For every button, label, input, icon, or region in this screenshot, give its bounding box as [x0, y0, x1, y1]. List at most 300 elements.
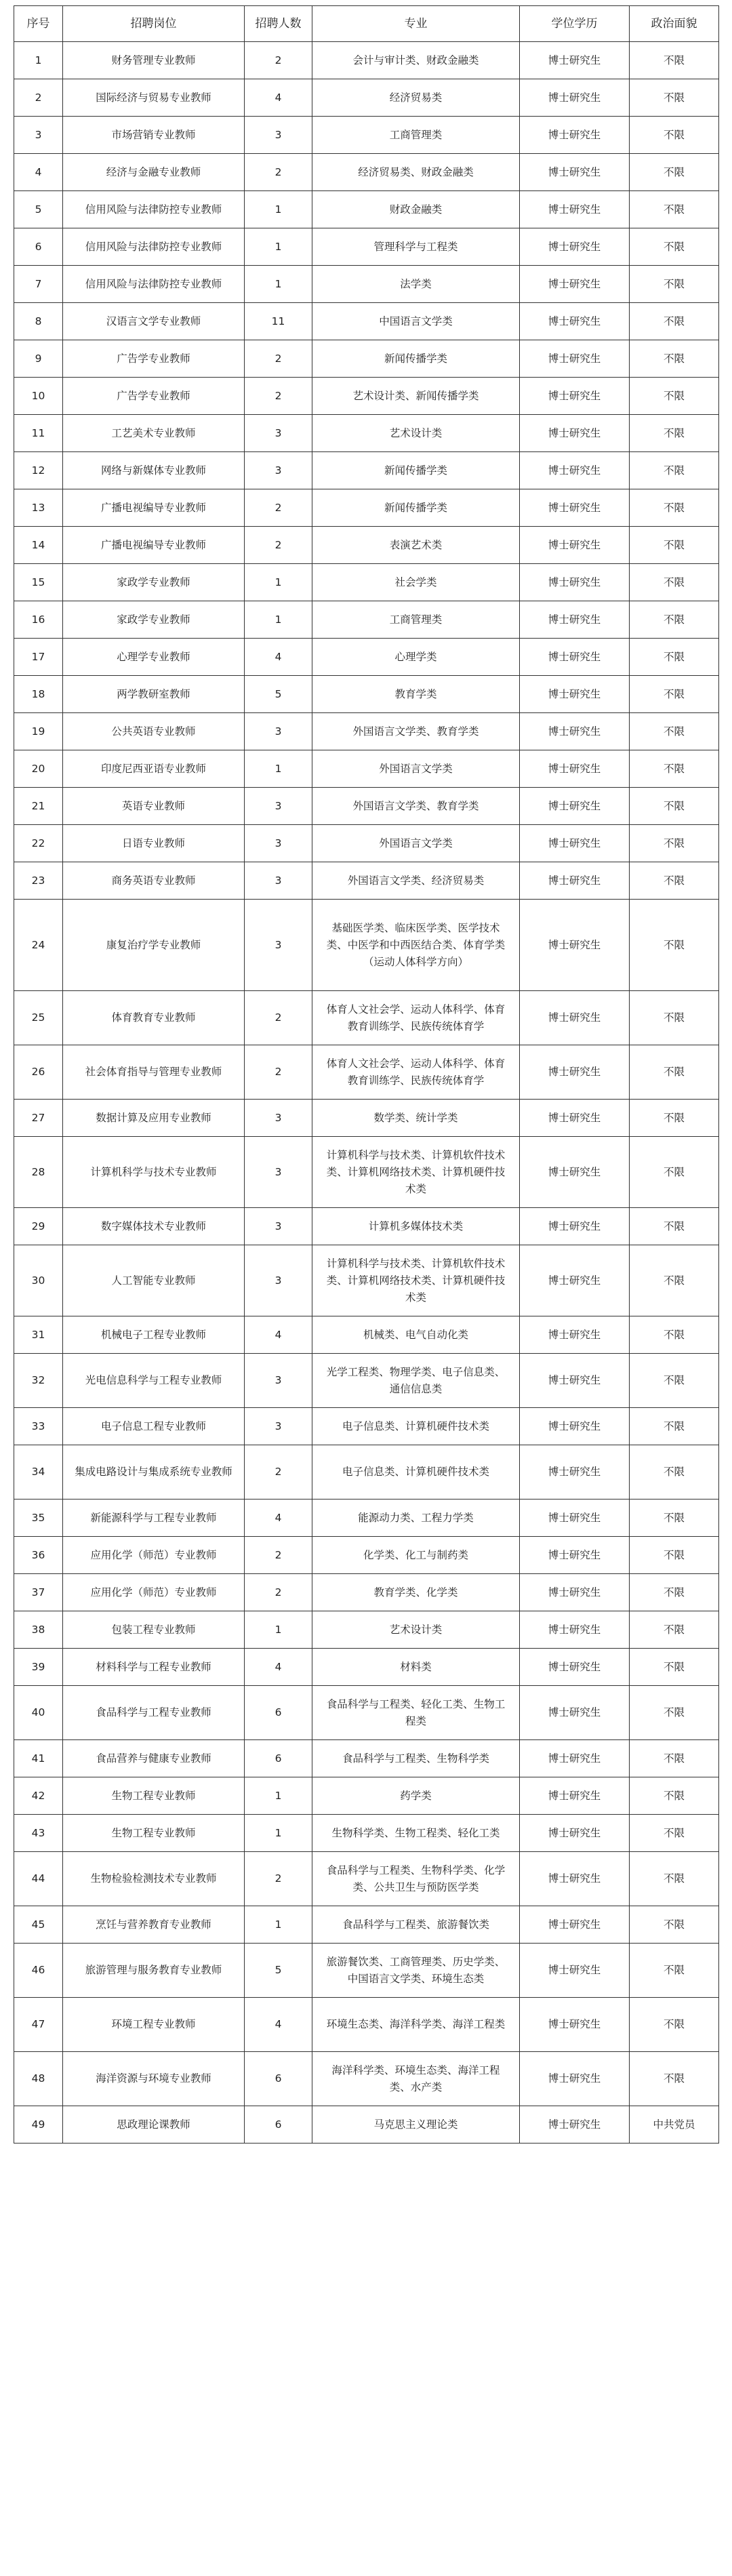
cell-degree: 博士研究生 [520, 862, 630, 900]
cell-no: 4 [14, 154, 63, 191]
cell-post: 数字媒体技术专业教师 [63, 1208, 245, 1245]
cell-count: 2 [245, 154, 312, 191]
header-post: 招聘岗位 [63, 6, 245, 42]
cell-politics: 不限 [630, 676, 719, 713]
cell-no: 44 [14, 1852, 63, 1906]
cell-no: 45 [14, 1906, 63, 1944]
cell-no: 1 [14, 42, 63, 79]
cell-no: 33 [14, 1408, 63, 1445]
cell-count: 5 [245, 1944, 312, 1998]
cell-no: 10 [14, 378, 63, 415]
cell-count: 1 [245, 228, 312, 266]
cell-major: 生物科学类、生物工程类、轻化工类 [312, 1815, 520, 1852]
table-row [14, 713, 719, 750]
cell-no: 29 [14, 1208, 63, 1245]
cell-post: 英语专业教师 [63, 788, 245, 825]
cell-major: 食品科学与工程类、旅游餐饮类 [312, 1906, 520, 1944]
cell-no: 39 [14, 1649, 63, 1686]
cell-politics: 不限 [630, 1740, 719, 1777]
table-row [14, 1906, 719, 1944]
header-count: 招聘人数 [245, 6, 312, 42]
cell-no: 24 [14, 900, 63, 991]
cell-major: 数学类、统计学类 [312, 1100, 520, 1137]
cell-politics: 不限 [630, 1777, 719, 1815]
cell-count: 2 [245, 991, 312, 1045]
cell-post: 经济与金融专业教师 [63, 154, 245, 191]
table-row [14, 1208, 719, 1245]
cell-no: 12 [14, 452, 63, 489]
table-row [14, 2106, 719, 2144]
cell-post: 旅游管理与服务教育专业教师 [63, 1944, 245, 1998]
cell-major: 药学类 [312, 1777, 520, 1815]
cell-count: 2 [245, 1852, 312, 1906]
cell-count: 3 [245, 117, 312, 154]
table-row [14, 1045, 719, 1100]
cell-major: 表演艺术类 [312, 527, 520, 564]
table-row [14, 489, 719, 527]
cell-degree: 博士研究生 [520, 1815, 630, 1852]
cell-politics: 不限 [630, 489, 719, 527]
cell-count: 3 [245, 900, 312, 991]
cell-count: 2 [245, 1537, 312, 1574]
cell-politics: 不限 [630, 1045, 719, 1100]
cell-degree: 博士研究生 [520, 601, 630, 639]
cell-degree: 博士研究生 [520, 117, 630, 154]
table-row [14, 639, 719, 676]
cell-count: 4 [245, 1998, 312, 2052]
table-row [14, 1686, 719, 1740]
cell-degree: 博士研究生 [520, 900, 630, 991]
cell-politics: 不限 [630, 415, 719, 452]
cell-post: 生物工程专业教师 [63, 1815, 245, 1852]
cell-degree: 博士研究生 [520, 1245, 630, 1316]
cell-count: 3 [245, 1354, 312, 1408]
cell-no: 7 [14, 266, 63, 303]
cell-major: 食品科学与工程类、轻化工类、生物工程类 [312, 1686, 520, 1740]
table-row [14, 1574, 719, 1611]
cell-post: 印度尼西亚语专业教师 [63, 750, 245, 788]
table-row [14, 2052, 719, 2106]
cell-count: 6 [245, 2052, 312, 2106]
cell-count: 1 [245, 1777, 312, 1815]
cell-major: 电子信息类、计算机硬件技术类 [312, 1408, 520, 1445]
table-row [14, 1944, 719, 1998]
cell-degree: 博士研究生 [520, 2106, 630, 2144]
cell-no: 26 [14, 1045, 63, 1100]
cell-count: 4 [245, 79, 312, 117]
cell-no: 17 [14, 639, 63, 676]
cell-count: 2 [245, 1045, 312, 1100]
cell-major: 材料类 [312, 1649, 520, 1686]
cell-post: 国际经济与贸易专业教师 [63, 79, 245, 117]
cell-politics: 不限 [630, 1100, 719, 1137]
cell-politics: 不限 [630, 713, 719, 750]
cell-count: 3 [245, 1408, 312, 1445]
cell-major: 工商管理类 [312, 117, 520, 154]
table-row [14, 991, 719, 1045]
cell-degree: 博士研究生 [520, 1906, 630, 1944]
cell-major: 海洋科学类、环境生态类、海洋工程类、水产类 [312, 2052, 520, 2106]
cell-post: 两学教研室教师 [63, 676, 245, 713]
cell-politics: 不限 [630, 825, 719, 862]
cell-post: 信用风险与法律防控专业教师 [63, 266, 245, 303]
cell-no: 25 [14, 991, 63, 1045]
cell-count: 2 [245, 489, 312, 527]
cell-politics: 不限 [630, 862, 719, 900]
recruitment-table-container [14, 5, 718, 2144]
cell-degree: 博士研究生 [520, 1045, 630, 1100]
cell-count: 4 [245, 1316, 312, 1354]
cell-politics: 不限 [630, 117, 719, 154]
cell-post: 广播电视编导专业教师 [63, 489, 245, 527]
table-row [14, 1611, 719, 1649]
cell-major: 新闻传播学类 [312, 340, 520, 378]
cell-count: 3 [245, 1245, 312, 1316]
cell-degree: 博士研究生 [520, 378, 630, 415]
cell-politics: 不限 [630, 1852, 719, 1906]
table-row [14, 452, 719, 489]
table-header-row [14, 6, 719, 42]
header-politics: 政治面貌 [630, 6, 719, 42]
cell-degree: 博士研究生 [520, 1611, 630, 1649]
table-row [14, 1649, 719, 1686]
cell-post: 市场营销专业教师 [63, 117, 245, 154]
cell-post: 食品营养与健康专业教师 [63, 1740, 245, 1777]
cell-post: 信用风险与法律防控专业教师 [63, 191, 245, 228]
cell-post: 广播电视编导专业教师 [63, 527, 245, 564]
cell-post: 网络与新媒体专业教师 [63, 452, 245, 489]
cell-post: 包装工程专业教师 [63, 1611, 245, 1649]
cell-no: 18 [14, 676, 63, 713]
cell-degree: 博士研究生 [520, 154, 630, 191]
cell-degree: 博士研究生 [520, 452, 630, 489]
cell-degree: 博士研究生 [520, 527, 630, 564]
cell-count: 1 [245, 564, 312, 601]
cell-count: 4 [245, 1649, 312, 1686]
cell-major: 教育学类、化学类 [312, 1574, 520, 1611]
table-row [14, 862, 719, 900]
table-row [14, 750, 719, 788]
cell-major: 新闻传播学类 [312, 452, 520, 489]
table-row [14, 1777, 719, 1815]
cell-major: 外国语言文学类、教育学类 [312, 788, 520, 825]
cell-no: 13 [14, 489, 63, 527]
cell-count: 6 [245, 1740, 312, 1777]
cell-major: 艺术设计类、新闻传播学类 [312, 378, 520, 415]
cell-degree: 博士研究生 [520, 1852, 630, 1906]
cell-count: 6 [245, 2106, 312, 2144]
cell-politics: 不限 [630, 452, 719, 489]
table-row [14, 676, 719, 713]
table-row [14, 564, 719, 601]
cell-degree: 博士研究生 [520, 1137, 630, 1208]
cell-major: 食品科学与工程类、生物科学类 [312, 1740, 520, 1777]
cell-degree: 博士研究生 [520, 1537, 630, 1574]
cell-count: 3 [245, 713, 312, 750]
cell-degree: 博士研究生 [520, 1574, 630, 1611]
cell-major: 经济贸易类、财政金融类 [312, 154, 520, 191]
cell-post: 家政学专业教师 [63, 601, 245, 639]
table-row [14, 1137, 719, 1208]
cell-post: 计算机科学与技术专业教师 [63, 1137, 245, 1208]
cell-politics: 中共党员 [630, 2106, 719, 2144]
cell-no: 40 [14, 1686, 63, 1740]
cell-politics: 不限 [630, 1137, 719, 1208]
cell-politics: 不限 [630, 788, 719, 825]
cell-post: 日语专业教师 [63, 825, 245, 862]
cell-major: 外国语言文学类 [312, 825, 520, 862]
cell-major: 计算机多媒体技术类 [312, 1208, 520, 1245]
table-row [14, 266, 719, 303]
table-row [14, 1815, 719, 1852]
cell-politics: 不限 [630, 1208, 719, 1245]
table-body [14, 42, 719, 2144]
table-row [14, 1740, 719, 1777]
cell-count: 3 [245, 825, 312, 862]
cell-major: 光学工程类、物理学类、电子信息类、通信信息类 [312, 1354, 520, 1408]
cell-no: 31 [14, 1316, 63, 1354]
cell-post: 商务英语专业教师 [63, 862, 245, 900]
cell-post: 社会体育指导与管理专业教师 [63, 1045, 245, 1100]
cell-degree: 博士研究生 [520, 2052, 630, 2106]
cell-no: 16 [14, 601, 63, 639]
cell-politics: 不限 [630, 340, 719, 378]
cell-post: 新能源科学与工程专业教师 [63, 1500, 245, 1537]
cell-degree: 博士研究生 [520, 1408, 630, 1445]
cell-no: 42 [14, 1777, 63, 1815]
cell-count: 3 [245, 862, 312, 900]
header-degree: 学位学历 [520, 6, 630, 42]
cell-no: 36 [14, 1537, 63, 1574]
cell-politics: 不限 [630, 1649, 719, 1686]
cell-no: 49 [14, 2106, 63, 2144]
cell-no: 11 [14, 415, 63, 452]
cell-politics: 不限 [630, 1906, 719, 1944]
cell-major: 中国语言文学类 [312, 303, 520, 340]
cell-degree: 博士研究生 [520, 228, 630, 266]
cell-major: 基础医学类、临床医学类、医学技术类、中医学和中西医结合类、体育学类（运动人体科学方向） [312, 900, 520, 991]
table-row [14, 303, 719, 340]
cell-major: 能源动力类、工程力学类 [312, 1500, 520, 1537]
cell-politics: 不限 [630, 1815, 719, 1852]
cell-degree: 博士研究生 [520, 676, 630, 713]
cell-major: 体育人文社会学、运动人体科学、体育教育训练学、民族传统体育学 [312, 991, 520, 1045]
cell-post: 信用风险与法律防控专业教师 [63, 228, 245, 266]
cell-count: 3 [245, 788, 312, 825]
cell-degree: 博士研究生 [520, 750, 630, 788]
cell-politics: 不限 [630, 266, 719, 303]
cell-degree: 博士研究生 [520, 1944, 630, 1998]
cell-post: 集成电路设计与集成系统专业教师 [63, 1445, 245, 1500]
cell-count: 3 [245, 452, 312, 489]
cell-count: 1 [245, 601, 312, 639]
cell-post: 环境工程专业教师 [63, 1998, 245, 2052]
cell-count: 2 [245, 1574, 312, 1611]
cell-degree: 博士研究生 [520, 788, 630, 825]
table-row [14, 1537, 719, 1574]
cell-degree: 博士研究生 [520, 825, 630, 862]
cell-count: 1 [245, 750, 312, 788]
cell-politics: 不限 [630, 564, 719, 601]
cell-politics: 不限 [630, 1574, 719, 1611]
header-major: 专业 [312, 6, 520, 42]
cell-post: 应用化学（师范）专业教师 [63, 1574, 245, 1611]
table-row [14, 154, 719, 191]
table-row [14, 1445, 719, 1500]
cell-no: 28 [14, 1137, 63, 1208]
cell-degree: 博士研究生 [520, 1354, 630, 1408]
cell-degree: 博士研究生 [520, 266, 630, 303]
cell-politics: 不限 [630, 1944, 719, 1998]
cell-count: 3 [245, 1137, 312, 1208]
cell-count: 4 [245, 1500, 312, 1537]
cell-major: 社会学类 [312, 564, 520, 601]
table-row [14, 1316, 719, 1354]
cell-major: 化学类、化工与制药类 [312, 1537, 520, 1574]
cell-no: 9 [14, 340, 63, 378]
cell-major: 马克思主义理论类 [312, 2106, 520, 2144]
cell-count: 2 [245, 1445, 312, 1500]
cell-politics: 不限 [630, 1316, 719, 1354]
cell-politics: 不限 [630, 42, 719, 79]
table-row [14, 340, 719, 378]
table-row [14, 378, 719, 415]
recruitment-table [14, 5, 719, 2144]
cell-major: 艺术设计类 [312, 1611, 520, 1649]
cell-no: 3 [14, 117, 63, 154]
cell-major: 管理科学与工程类 [312, 228, 520, 266]
cell-no: 15 [14, 564, 63, 601]
cell-politics: 不限 [630, 79, 719, 117]
cell-major: 计算机科学与技术类、计算机软件技术类、计算机网络技术类、计算机硬件技术类 [312, 1245, 520, 1316]
cell-politics: 不限 [630, 1445, 719, 1500]
cell-no: 35 [14, 1500, 63, 1537]
cell-degree: 博士研究生 [520, 340, 630, 378]
cell-degree: 博士研究生 [520, 415, 630, 452]
cell-major: 电子信息类、计算机硬件技术类 [312, 1445, 520, 1500]
cell-major: 体育人文社会学、运动人体科学、体育教育训练学、民族传统体育学 [312, 1045, 520, 1100]
cell-count: 6 [245, 1686, 312, 1740]
cell-post: 汉语言文学专业教师 [63, 303, 245, 340]
table-row [14, 117, 719, 154]
cell-count: 1 [245, 191, 312, 228]
cell-degree: 博士研究生 [520, 713, 630, 750]
cell-post: 思政理论课教师 [63, 2106, 245, 2144]
cell-major: 外国语言文学类、教育学类 [312, 713, 520, 750]
header-no: 序号 [14, 6, 63, 42]
cell-count: 2 [245, 378, 312, 415]
cell-count: 1 [245, 1611, 312, 1649]
cell-no: 2 [14, 79, 63, 117]
cell-count: 5 [245, 676, 312, 713]
cell-politics: 不限 [630, 639, 719, 676]
cell-degree: 博士研究生 [520, 564, 630, 601]
table-row [14, 79, 719, 117]
cell-degree: 博士研究生 [520, 1316, 630, 1354]
table-row [14, 191, 719, 228]
cell-politics: 不限 [630, 378, 719, 415]
cell-post: 公共英语专业教师 [63, 713, 245, 750]
cell-post: 财务管理专业教师 [63, 42, 245, 79]
cell-no: 30 [14, 1245, 63, 1316]
cell-post: 生物检验检测技术专业教师 [63, 1852, 245, 1906]
table-row [14, 1998, 719, 2052]
table-row [14, 1852, 719, 1906]
cell-no: 8 [14, 303, 63, 340]
table-row [14, 1408, 719, 1445]
cell-no: 34 [14, 1445, 63, 1500]
cell-major: 法学类 [312, 266, 520, 303]
table-row [14, 527, 719, 564]
cell-post: 人工智能专业教师 [63, 1245, 245, 1316]
table-row [14, 825, 719, 862]
cell-post: 机械电子工程专业教师 [63, 1316, 245, 1354]
cell-post: 烹饪与营养教育专业教师 [63, 1906, 245, 1944]
cell-major: 机械类、电气自动化类 [312, 1316, 520, 1354]
table-row [14, 228, 719, 266]
cell-major: 计算机科学与技术类、计算机软件技术类、计算机网络技术类、计算机硬件技术类 [312, 1137, 520, 1208]
cell-count: 3 [245, 1208, 312, 1245]
cell-major: 工商管理类 [312, 601, 520, 639]
cell-post: 心理学专业教师 [63, 639, 245, 676]
cell-count: 3 [245, 1100, 312, 1137]
cell-major: 教育学类 [312, 676, 520, 713]
cell-major: 心理学类 [312, 639, 520, 676]
cell-no: 43 [14, 1815, 63, 1852]
cell-major: 外国语言文学类 [312, 750, 520, 788]
cell-politics: 不限 [630, 527, 719, 564]
table-row [14, 415, 719, 452]
cell-post: 材料科学与工程专业教师 [63, 1649, 245, 1686]
cell-post: 广告学专业教师 [63, 378, 245, 415]
cell-post: 光电信息科学与工程专业教师 [63, 1354, 245, 1408]
cell-no: 37 [14, 1574, 63, 1611]
cell-no: 32 [14, 1354, 63, 1408]
cell-major: 新闻传播学类 [312, 489, 520, 527]
cell-politics: 不限 [630, 1245, 719, 1316]
table-row [14, 1500, 719, 1537]
cell-count: 2 [245, 42, 312, 79]
cell-politics: 不限 [630, 1408, 719, 1445]
cell-politics: 不限 [630, 303, 719, 340]
cell-degree: 博士研究生 [520, 191, 630, 228]
cell-no: 22 [14, 825, 63, 862]
cell-no: 27 [14, 1100, 63, 1137]
cell-count: 2 [245, 527, 312, 564]
cell-politics: 不限 [630, 1500, 719, 1537]
cell-politics: 不限 [630, 1354, 719, 1408]
cell-degree: 博士研究生 [520, 42, 630, 79]
cell-no: 14 [14, 527, 63, 564]
cell-no: 41 [14, 1740, 63, 1777]
cell-degree: 博士研究生 [520, 1777, 630, 1815]
table-row [14, 601, 719, 639]
cell-degree: 博士研究生 [520, 1686, 630, 1740]
cell-degree: 博士研究生 [520, 991, 630, 1045]
cell-major: 食品科学与工程类、生物科学类、化学类、公共卫生与预防医学类 [312, 1852, 520, 1906]
table-row [14, 1354, 719, 1408]
cell-degree: 博士研究生 [520, 1740, 630, 1777]
cell-politics: 不限 [630, 191, 719, 228]
cell-post: 广告学专业教师 [63, 340, 245, 378]
cell-politics: 不限 [630, 154, 719, 191]
cell-major: 环境生态类、海洋科学类、海洋工程类 [312, 1998, 520, 2052]
cell-no: 19 [14, 713, 63, 750]
cell-post: 食品科学与工程专业教师 [63, 1686, 245, 1740]
table-row [14, 900, 719, 991]
cell-politics: 不限 [630, 1686, 719, 1740]
table-row [14, 42, 719, 79]
